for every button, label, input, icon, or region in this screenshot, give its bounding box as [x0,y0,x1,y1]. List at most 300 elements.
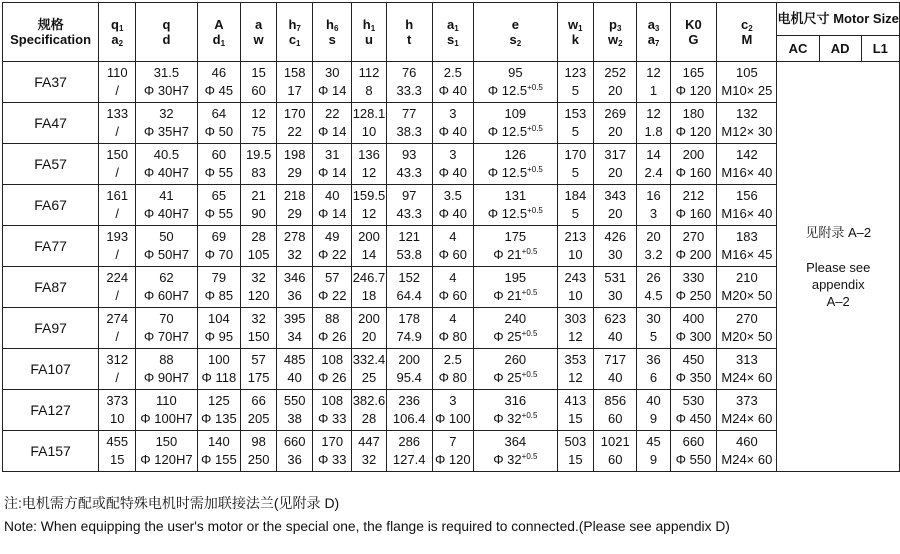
value-bottom: 43.3 [396,165,422,180]
value-top: 132 [736,106,758,121]
value-bottom: Φ 33 [318,411,347,426]
value-top: 243 [564,270,587,285]
value-cell [276,308,312,349]
value-bottom: Φ 118 [201,370,237,385]
value-bottom: 34 [287,329,302,344]
value-cell [432,431,473,472]
table-row [3,144,900,185]
spec-header-cn: 规格 [37,17,64,32]
value-top: 346 [283,270,306,285]
value-top: 12 [251,106,266,121]
col-header: $h_1$ u [352,3,387,62]
value-bottom: 10 [568,247,583,262]
value-bottom: Φ 40 [438,206,468,221]
value-cell [352,185,387,226]
value-cell [386,431,432,472]
value-top: 62 [159,270,174,285]
value-cell [637,349,670,390]
value-top: 364 [504,434,527,449]
value-bottom: M16× 40 [721,165,773,180]
model-cell: FA67 [3,185,99,226]
value-bottom: Φ 120H7 [140,452,193,467]
value-cell [99,349,136,390]
value-bottom: Φ 55 [204,206,234,221]
value-bottom: Φ 85 [204,288,234,303]
value-bottom: Φ $21^{+0.5}$ [493,288,538,303]
value-bottom: Φ $21^{+0.5}$ [493,247,538,262]
value-cell [637,308,670,349]
value-top: 32 [159,106,174,121]
value-cell [352,103,387,144]
value-top: 623 [604,311,627,326]
value-bottom: Φ 40H7 [143,206,189,221]
value-top: 503 [564,434,587,449]
value-cell [474,349,558,390]
value-top: 136 [358,147,380,162]
value-cell [474,308,558,349]
tolerance-sup: +0.5 [521,247,538,256]
motor-size-header [777,3,900,36]
value-cell [99,144,136,185]
value-cell [241,144,277,185]
value-cell [197,103,241,144]
value-cell [637,103,670,144]
value-top: 313 [736,352,758,367]
value-bottom: 33.3 [396,83,422,98]
value-top: 485 [283,352,306,367]
value-cell [432,144,473,185]
value-bottom: 29 [287,165,302,180]
value-bottom: 29 [287,206,302,221]
value-cell [717,103,777,144]
value-top: 40.5 [153,147,180,162]
value-cell [136,144,197,185]
value-bottom: 40 [287,370,302,385]
value-top: 200 [398,352,421,367]
value-cell [594,349,637,390]
value-bottom: 36 [287,452,302,467]
footnote-en: Note: When equipping the user's motor or the special one, the flange is required to connected.(Please see appendix D) [4,519,730,534]
value-bottom: 90 [251,206,266,221]
value-top: 178 [398,311,421,326]
value-bottom: 5 [571,83,579,98]
value-top: 40 [646,393,661,408]
value-top: 200 [358,311,380,326]
value-bottom: M20× 50 [721,288,773,303]
value-top: 183 [736,229,758,244]
value-top: 26 [646,270,661,285]
value-top: 332.4 [352,352,386,367]
value-cell [99,226,136,267]
value-bottom: 20 [361,329,377,344]
value-top: 31 [325,147,340,162]
value-top: 88 [159,352,174,367]
value-cell [136,390,197,431]
value-bottom: Φ 40 [438,124,468,139]
value-cell [276,185,312,226]
value-top: 161 [106,188,129,203]
value-bottom: Φ 350 [675,370,712,385]
value-top: 195 [504,270,527,285]
value-bottom: Φ 60 [438,288,468,303]
value-top: 12 [646,106,661,121]
value-cell [432,185,473,226]
value-bottom: Φ 45 [204,83,234,98]
value-top: 140 [208,434,230,449]
value-cell [717,349,777,390]
value-cell [313,103,352,144]
value-top: 353 [564,352,587,367]
value-bottom: M20× 50 [721,329,773,344]
model-cell: FA97 [3,308,99,349]
value-bottom: Φ 50H7 [143,247,189,262]
value-top: 108 [321,393,344,408]
value-bottom: 20 [607,124,623,139]
value-top: 104 [208,311,230,326]
value-bottom: 60 [607,411,623,426]
value-bottom: M24× 60 [721,411,773,426]
value-bottom: 5 [571,124,579,139]
value-top: 316 [504,393,527,408]
value-top: 121 [398,229,421,244]
value-top: 200 [682,147,705,162]
value-bottom: 3 [649,206,658,221]
value-cell [313,62,352,103]
value-cell [313,226,352,267]
table-row [3,390,900,431]
value-bottom: 28 [361,411,377,426]
value-cell [670,62,717,103]
value-top: 77 [401,106,417,121]
value-top: 41 [159,188,174,203]
value-bottom: 105 [247,247,270,262]
value-top: 343 [604,188,627,203]
value-cell [557,431,593,472]
value-cell [557,103,593,144]
value-cell [432,308,473,349]
value-bottom: 74.9 [396,329,422,344]
value-top: 413 [564,393,587,408]
value-bottom: Φ 33 [318,452,347,467]
table-row [3,62,900,103]
value-bottom: 38 [287,411,302,426]
tolerance-sup: +0.5 [527,206,543,215]
value-top: 530 [682,393,705,408]
value-top: 170 [321,434,344,449]
value-bottom: 4.5 [644,288,663,303]
value-bottom: 3.2 [644,247,663,262]
col-header: $h_6$ s [313,3,352,62]
value-top: 246.7 [352,270,386,285]
value-top: 236 [398,393,421,408]
value-bottom: 25 [361,370,377,385]
value-top: 76 [401,65,417,80]
value-top: 125 [208,393,230,408]
value-bottom: 18 [361,288,377,303]
value-cell [352,431,387,472]
value-bottom: Φ $25^{+0.5}$ [493,370,538,385]
table-row [3,226,900,267]
value-bottom: 22 [287,124,302,139]
value-bottom: Φ 22 [318,288,347,303]
value-bottom: Φ 14 [318,165,347,180]
value-cell [352,62,387,103]
motor-note-en-line: appendix [811,276,865,292]
value-top: 7 [449,434,457,449]
value-top: 165 [682,65,705,80]
table-row [3,267,900,308]
value-cell [241,185,277,226]
value-bottom: 40 [607,370,623,385]
value-cell [474,185,558,226]
spec-header-en: Specification [10,32,92,47]
value-cell [557,62,593,103]
value-top: 150 [155,434,178,449]
value-top: 3.5 [443,188,462,203]
value-bottom: Φ 95 [204,329,234,344]
value-bottom: 15 [109,452,125,467]
value-bottom: Φ 100 [434,411,471,426]
value-bottom: 14 [361,247,377,262]
value-bottom: Φ $12.5^{+0.5}$ [487,165,543,180]
value-top: 2.5 [443,65,462,80]
value-cell [637,144,670,185]
value-bottom: Φ $12.5^{+0.5}$ [487,206,543,221]
value-bottom: 9 [649,411,658,426]
value-top: 93 [401,147,417,162]
value-bottom: Φ $25^{+0.5}$ [493,329,538,344]
value-top: 97 [401,188,417,203]
value-bottom: 1.8 [644,124,663,139]
value-bottom: / [115,124,120,139]
value-cell [136,431,197,472]
value-top: 46 [211,65,227,80]
value-bottom: Φ 250 [675,288,712,303]
value-cell [474,390,558,431]
motor-size-title-en: Motor Size [833,11,899,27]
value-top: 22 [325,106,340,121]
motor-note-en-line: A–2 [826,293,850,309]
value-top: 110 [106,65,128,80]
value-bottom: Φ 26 [318,370,347,385]
value-bottom: Φ 35H7 [143,124,189,139]
value-bottom: 17 [287,83,302,98]
value-top: 1021 [600,434,630,449]
table-row [3,308,900,349]
value-top: 269 [604,106,627,121]
value-bottom: Φ 60H7 [143,288,189,303]
value-bottom: / [115,83,120,98]
value-cell [594,390,637,431]
value-top: 240 [504,311,527,326]
value-top: 270 [682,229,705,244]
value-bottom: 150 [247,329,270,344]
value-bottom: 75 [251,124,266,139]
value-bottom: 127.4 [392,452,426,467]
value-bottom: 60 [607,452,623,467]
value-top: 133 [106,106,129,121]
value-top: 158 [283,65,306,80]
value-top: 212 [682,188,705,203]
value-bottom: 120 [247,288,270,303]
tolerance-sup: +0.5 [527,83,543,92]
table-row [3,103,900,144]
value-top: 286 [398,434,421,449]
value-cell [99,390,136,431]
value-bottom: 2.4 [644,165,663,180]
value-bottom: Φ 14 [318,83,347,98]
value-bottom: / [115,165,120,180]
value-cell [594,185,637,226]
value-cell [386,267,432,308]
value-cell [670,144,717,185]
model-cell: FA77 [3,226,99,267]
value-bottom: Φ 300 [675,329,712,344]
value-bottom: 8 [365,83,373,98]
dimension-table [2,2,900,472]
value-cell [594,62,637,103]
value-bottom: Φ 80 [438,370,468,385]
value-top: 3 [449,106,457,121]
value-bottom: Φ $12.5^{+0.5}$ [487,124,543,139]
value-bottom: 40 [607,329,623,344]
value-cell [197,144,241,185]
value-cell [136,62,197,103]
value-top: 64 [211,106,227,121]
value-bottom: Φ 26 [318,329,347,344]
value-top: 531 [604,270,627,285]
value-bottom: Φ $12.5^{+0.5}$ [487,83,543,98]
col-header: K0 G [670,3,717,62]
value-cell [670,103,717,144]
motor-size-title-cn: 电机尺寸 [777,11,830,27]
value-bottom: Φ 22 [318,247,347,262]
value-top: 213 [564,229,587,244]
value-top: 69 [211,229,227,244]
value-top: 152 [398,270,421,285]
value-cell [594,267,637,308]
tolerance-sup: +0.5 [527,165,543,174]
value-top: 4 [449,270,457,285]
value-cell [637,62,670,103]
value-cell [637,267,670,308]
value-top: 30 [646,311,661,326]
value-top: 660 [283,434,306,449]
value-cell [557,390,593,431]
table-row [3,431,900,472]
value-cell [197,267,241,308]
value-cell [197,185,241,226]
value-top: 170 [283,106,306,121]
value-bottom: 15 [568,452,583,467]
value-top: 153 [564,106,587,121]
value-bottom: Φ 120 [675,83,712,98]
value-cell [637,390,670,431]
value-cell [136,185,197,226]
value-bottom: 5 [571,165,579,180]
value-cell [197,62,241,103]
value-cell [136,349,197,390]
value-top: 210 [736,270,758,285]
col-header: $h_7$ $c_1$ [276,3,312,62]
motor-note-cn: 见附录 A–2 [805,224,872,240]
value-bottom: Φ 120 [675,124,712,139]
value-cell [313,144,352,185]
value-bottom: 12 [361,165,377,180]
value-cell [557,349,593,390]
value-cell [386,226,432,267]
value-cell [594,308,637,349]
value-top: 170 [564,147,587,162]
value-bottom: M16× 45 [721,247,773,262]
value-bottom: M12× 30 [721,124,773,139]
value-top: 32 [251,311,266,326]
value-cell [99,185,136,226]
value-bottom: 32 [361,452,377,467]
value-cell [557,226,593,267]
value-bottom: 38.3 [396,124,422,139]
value-top: 382.6 [352,393,386,408]
value-bottom: 10 [109,411,125,426]
value-top: 79 [211,270,227,285]
value-bottom: M24× 60 [721,370,773,385]
value-cell [432,349,473,390]
value-top: 150 [106,147,129,162]
value-cell [594,226,637,267]
value-cell [276,62,312,103]
value-cell [386,390,432,431]
value-cell [717,185,777,226]
value-cell [670,431,717,472]
value-top: 2.5 [443,352,462,367]
value-bottom: 53.8 [396,247,422,262]
value-cell [474,431,558,472]
value-cell [717,431,777,472]
value-cell [99,308,136,349]
value-top: 224 [106,270,129,285]
value-bottom: Φ 155 [201,452,237,467]
value-cell [670,349,717,390]
value-bottom: 43.3 [396,206,422,221]
value-top: 303 [564,311,587,326]
value-top: 126 [504,147,527,162]
value-cell [313,308,352,349]
value-bottom: Φ 550 [675,452,712,467]
value-top: 20 [646,229,661,244]
value-bottom: Φ 80 [438,329,468,344]
value-cell [197,431,241,472]
value-cell [637,185,670,226]
value-bottom: Φ 450 [675,411,712,426]
value-cell [717,226,777,267]
model-cell: FA47 [3,103,99,144]
value-bottom: 5 [649,329,658,344]
value-top: 30 [325,65,340,80]
value-top: 109 [504,106,527,121]
value-top: 373 [736,393,758,408]
value-top: 31.5 [153,65,180,80]
value-cell [594,431,637,472]
value-bottom: 32 [287,247,302,262]
value-cell [241,226,277,267]
value-bottom: Φ 40 [438,165,468,180]
value-cell [197,349,241,390]
value-cell [313,390,352,431]
motor-sub-l1: L1 [861,35,899,61]
value-bottom: 10 [568,288,583,303]
value-cell [276,144,312,185]
value-top: 57 [325,270,340,285]
